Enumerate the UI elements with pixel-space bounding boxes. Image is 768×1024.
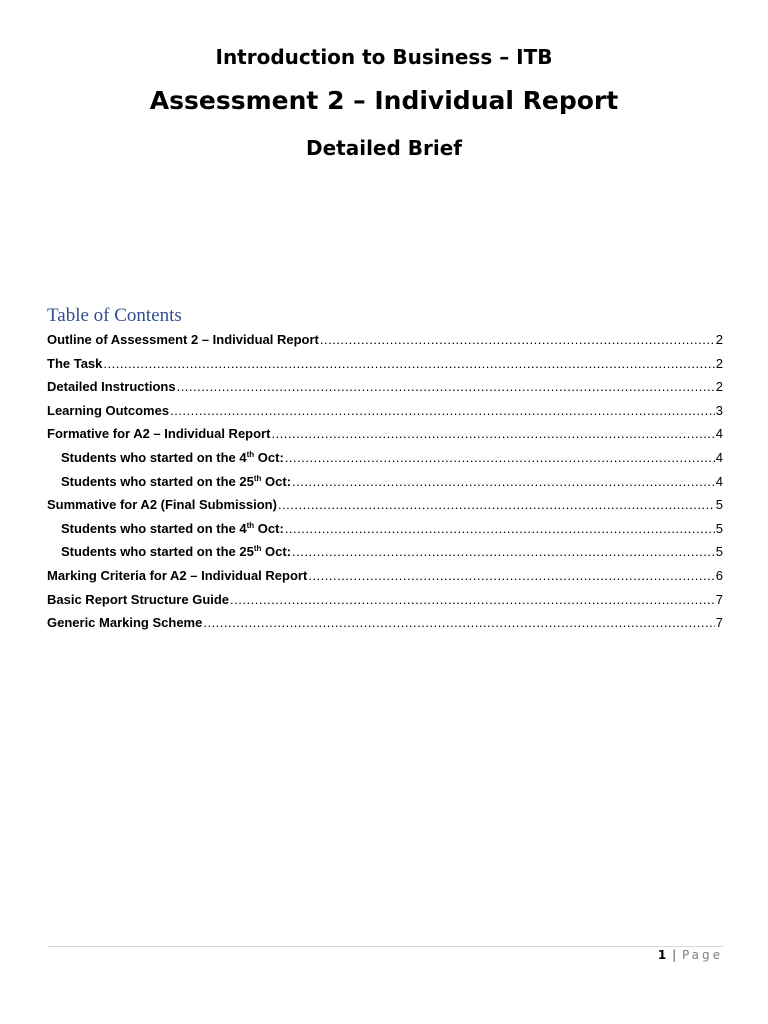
toc-dot-leader <box>292 540 715 564</box>
toc-entry-page: 4 <box>715 449 723 465</box>
toc-entry-page: 2 <box>715 379 723 395</box>
toc-dot-leader <box>320 328 715 352</box>
toc-entry-marking-criteria[interactable] <box>47 564 723 588</box>
toc-entry-learning-outcomes[interactable] <box>47 399 723 423</box>
toc-entry-label: Generic Marking Scheme <box>47 615 203 631</box>
toc-dot-leader <box>285 446 715 470</box>
toc-entry-label: Students who started on the 25th Oct: <box>61 473 292 489</box>
toc-entry-page: 5 <box>715 497 723 513</box>
toc-entry-label: Detailed Instructions <box>47 379 176 395</box>
toc-entry-page: 5 <box>715 544 723 560</box>
footer-divider <box>47 946 723 947</box>
toc-dot-leader <box>170 399 715 423</box>
toc-entry-page: 4 <box>715 426 723 442</box>
toc-entry-page: 2 <box>715 355 723 371</box>
toc-entry-formative[interactable] <box>47 422 723 446</box>
toc-entry-page: 6 <box>715 567 723 583</box>
page-word: Page <box>681 948 723 962</box>
toc-dot-leader <box>285 517 715 541</box>
brief-title: Detailed Brief <box>305 136 462 160</box>
toc-entry-label: Summative for A2 (Final Submission) <box>47 497 277 513</box>
footer-separator: | <box>672 948 677 962</box>
toc-entry-formative-4th-oct[interactable] <box>47 446 723 470</box>
toc-entry-the-task[interactable] <box>47 352 723 376</box>
toc-entry-label: Students who started on the 4th Oct: <box>61 449 284 465</box>
toc-entry-label: Learning Outcomes <box>47 402 170 418</box>
toc-entry-page: 3 <box>715 402 723 418</box>
toc-entry-page: 4 <box>715 473 723 489</box>
toc-dot-leader <box>177 375 715 399</box>
toc-dot-leader <box>308 564 714 588</box>
toc-entry-page: 7 <box>715 591 723 607</box>
page-footer <box>658 948 723 962</box>
toc-dot-leader <box>103 352 714 376</box>
toc-entry-label: The Task <box>47 355 103 371</box>
toc-entry-summative-4th-oct[interactable] <box>47 517 723 541</box>
toc-entry-label: Formative for A2 – Individual Report <box>47 426 271 442</box>
toc-dot-leader <box>292 470 715 494</box>
toc-entry-label: Students who started on the 25th Oct: <box>61 544 292 560</box>
toc-entry-outline[interactable] <box>47 328 723 352</box>
toc-entry-label: Basic Report Structure Guide <box>47 591 230 607</box>
toc-entry-label: Outline of Assessment 2 – Individual Report <box>47 332 319 347</box>
table-of-contents <box>47 328 723 635</box>
assessment-title: Assessment 2 – Individual Report <box>149 86 619 115</box>
toc-dot-leader <box>271 422 714 446</box>
toc-entry-page: 7 <box>715 615 723 631</box>
toc-entry-summative[interactable] <box>47 493 723 517</box>
toc-entry-formative-25th-oct[interactable] <box>47 470 723 494</box>
toc-entry-page: 5 <box>715 520 723 536</box>
toc-dot-leader <box>230 588 715 612</box>
course-title: Introduction to Business – ITB <box>215 45 553 69</box>
toc-dot-leader <box>278 493 715 517</box>
toc-entry-summative-25th-oct[interactable] <box>47 540 723 564</box>
page-number: 1 <box>657 948 667 962</box>
toc-entry-label: Marking Criteria for A2 – Individual Report <box>47 567 308 583</box>
toc-entry-report-structure-guide[interactable] <box>47 588 723 612</box>
toc-entry-label: Students who started on the 4th Oct: <box>61 520 284 536</box>
toc-entry-detailed-instructions[interactable] <box>47 375 723 399</box>
toc-entry-generic-marking-scheme[interactable] <box>47 611 723 635</box>
toc-dot-leader <box>203 611 714 635</box>
toc-heading: Table of Contents <box>47 305 182 326</box>
toc-entry-page: 2 <box>715 332 723 347</box>
